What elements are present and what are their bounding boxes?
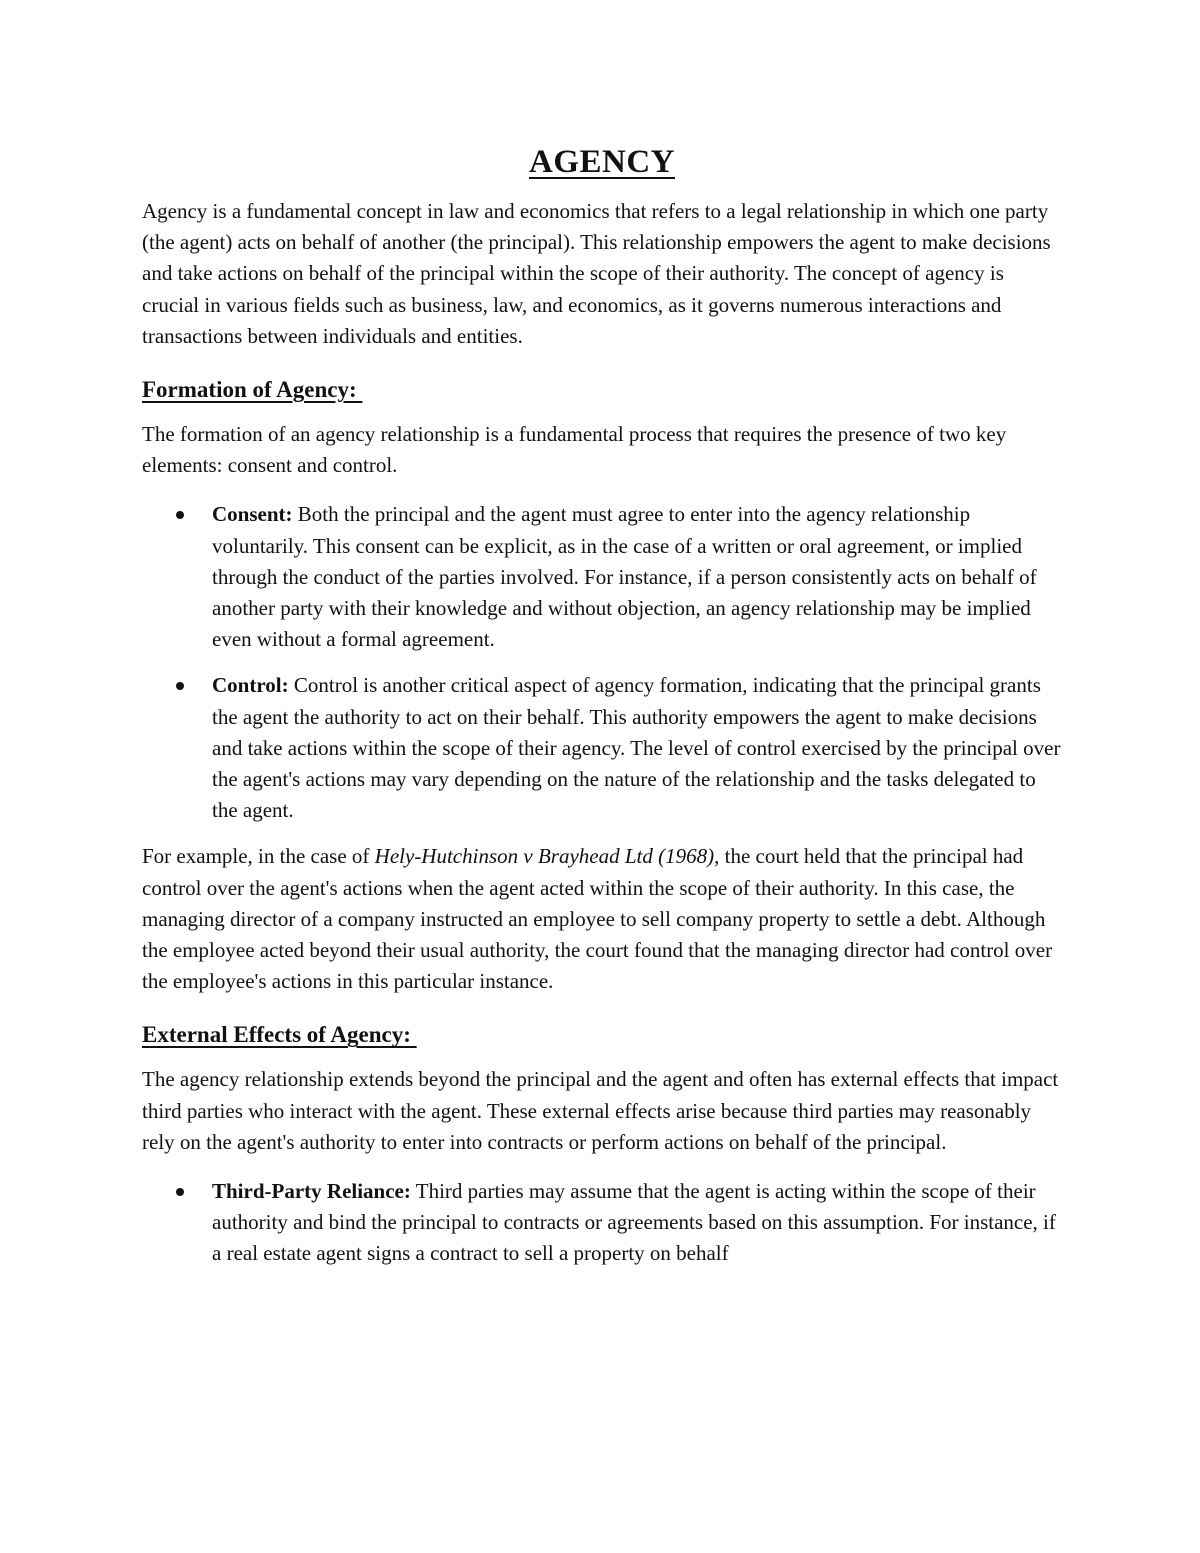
term-consent: Consent: <box>212 502 293 527</box>
text-consent: Both the principal and the agent must agree to enter into the agency relationship voluntarily. This consent can be explicit, as in the case of a written or oral agreement, or implied through the conduct of the parties involved. For instance, if a person consistently acts on behalf of another party with their knowledge and without objection, an agency relationship may be implied even without a formal agreement. <box>212 502 1037 652</box>
document-title: AGENCY <box>528 144 675 180</box>
section-intro-external-effects: The agency relationship extends beyond the principal and the agent and often has external effects that impact third parties who interact with the agent. These external effects arise because third parties may reasonably rely on the agent's authority to enter into contracts or perform actions on behalf of the principal. <box>142 1067 1059 1154</box>
example-paragraph <box>142 841 1062 997</box>
section-heading-formation: Formation of Agency: <box>142 377 363 403</box>
bullet-list-external-effects <box>142 1176 1062 1270</box>
section-formation <box>142 374 1062 997</box>
text-third-party-reliance: Third parties may assume that the agent is acting within the scope of their authority and bind the principal to contracts or agreements based on this assumption. For instance, if a real estate agent signs a contract to sell a property on behalf <box>212 1179 1056 1266</box>
list-item-third-party-reliance <box>142 1176 1062 1270</box>
bullet-icon <box>176 511 184 519</box>
document-page <box>142 140 1062 1285</box>
bullet-icon <box>176 682 184 690</box>
example-before: For example, in the case of <box>142 844 375 869</box>
term-control: Control: <box>212 673 289 698</box>
list-item-consent <box>142 499 1062 655</box>
bullet-list-formation <box>142 499 1062 826</box>
intro-paragraph: Agency is a fundamental concept in law and economics that refers to a legal relationship in which one party (the agent) acts on behalf of another (the principal). This relationship empowers the agent to make decisions and take actions on behalf of the principal within the scope of their authority. The concept of agency is crucial in various fields such as business, law, and economics, as it governs numerous interactions and transactions between individuals and entities. <box>142 199 1051 348</box>
term-third-party-reliance: Third-Party Reliance: <box>212 1179 411 1204</box>
section-external-effects <box>142 1019 1062 1269</box>
list-item-control <box>142 670 1062 826</box>
text-control: Control is another critical aspect of agency formation, indicating that the principal grants the agent the authority to act on their behalf. This authority empowers the agent to make decisions and take actions within the scope of their agency. The level of control exercised by the principal over the agent's actions may vary depending on the nature of the relationship and the tasks delegated to the agent. <box>212 673 1061 823</box>
section-heading-external-effects: External Effects of Agency: <box>142 1022 417 1048</box>
case-citation: Hely-Hutchinson v Brayhead Ltd (1968) <box>374 844 715 869</box>
section-intro-formation: The formation of an agency relationship is a fundamental process that requires the presence of two key elements: consent and control. <box>142 422 1007 478</box>
bullet-icon <box>176 1188 184 1196</box>
example-after: , the court held that the principal had control over the agent's actions when the agent acted within the scope of their authority. In this case, the managing director of a company instructed an employee to sell company property to settle a debt. Although the employee acted beyond their usual authority, the court found that the managing director had control over the employee's actions in this particular instance. <box>142 844 1053 994</box>
